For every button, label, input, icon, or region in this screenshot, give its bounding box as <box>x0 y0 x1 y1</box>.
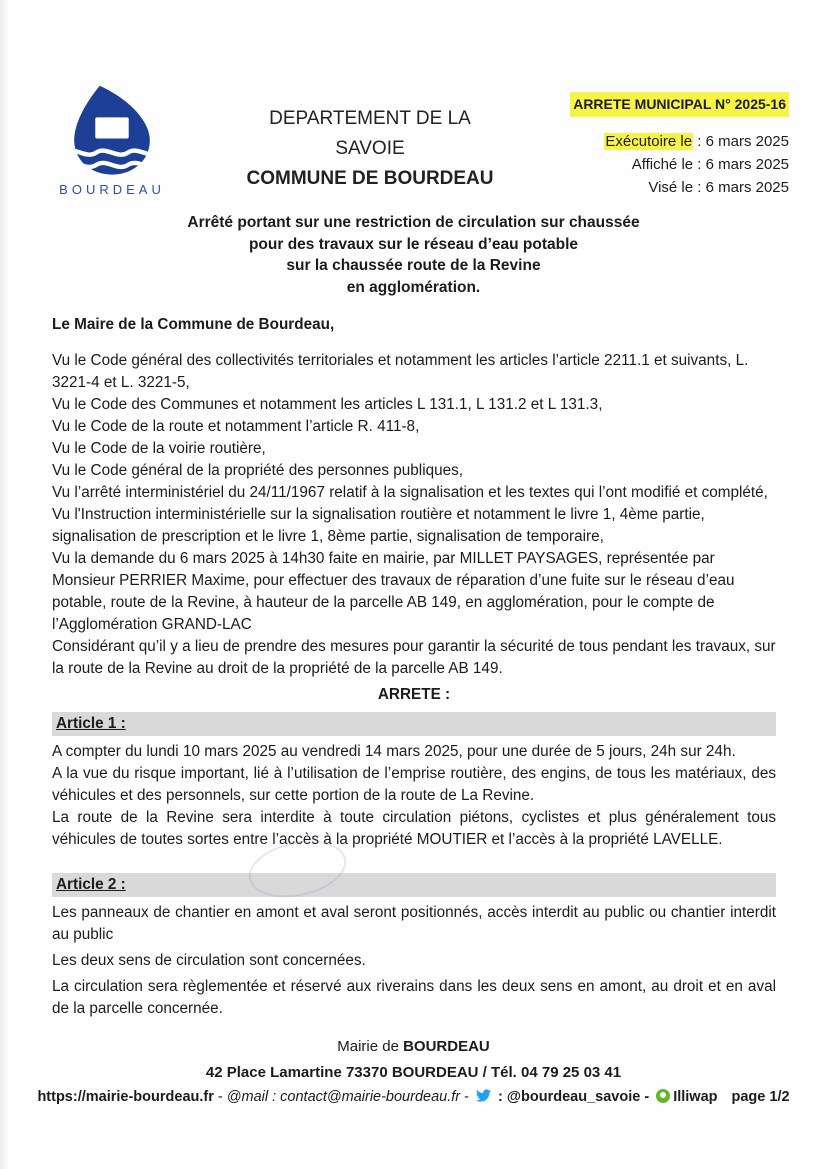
footer-mairie-line <box>0 1038 827 1055</box>
arrete-meta-block <box>570 92 789 199</box>
article-1-heading: Article 1 : <box>56 715 126 732</box>
date-affiche: Affiché le : 6 mars 2025 <box>631 156 789 173</box>
footer-illiwap-label: Illiwap <box>673 1089 718 1105</box>
twitter-icon <box>476 1088 491 1103</box>
footer-separator: - <box>460 1089 473 1105</box>
recital: Vu l’arrêté interministériel du 24/11/1967 relatif à la signalisation et les textes qui l’ont modifié et complété, <box>52 484 768 501</box>
article-1-heading-bar <box>52 712 776 736</box>
recital: Vu le Code des Communes et notamment les articles L 131.1, L 131.2 et L 131.3, <box>52 396 603 413</box>
recital: Vu le Code de la route et notamment l’article R. 411-8, <box>52 418 420 435</box>
recital: Vu le Code de la voirie routière, <box>52 440 266 457</box>
date-executoire <box>570 130 789 153</box>
article-2-heading: Article 2 : <box>56 876 126 893</box>
article-1-paragraph: A la vue du risque important, lié à l’utilisation de l’emprise routière, des engins, de tous les matériaux, des véhicules et des personnels, sur cette portion de la route de La Revine. <box>52 765 776 804</box>
title-line-3: sur la chaussée route de la Revine <box>286 257 541 274</box>
logo-text: BOURDEAU <box>59 182 165 197</box>
department-line-2: SAVOIE <box>335 138 405 159</box>
date-executoire-label: Exécutoire le <box>605 133 693 150</box>
article-2-paragraph: Les deux sens de circulation sont concernées. <box>52 952 366 969</box>
recital: Vu le Code général des collectivités territoriales et notamment les articles l’article 2211.1 et suivants, L. 3221-4 et L. 3221-5, <box>52 352 749 391</box>
article-2-paragraph: La circulation sera règlementée et réservé aux riverains dans les deux sens en amont, au droit et en aval de la parcelle concernée. <box>52 978 776 1017</box>
footer-separator: - <box>213 1089 227 1105</box>
recital: Vu le Code général de la propriété des personnes publiques, <box>52 462 464 479</box>
title-line-2: pour des travaux sur le réseau d’eau potable <box>248 235 579 253</box>
document-body <box>52 314 776 1020</box>
salutation: Le Maire de la Commune de Bourdeau, <box>52 316 335 333</box>
recital-considerant: Considérant qu’il y a lieu de prendre des mesures pour garantir la sécurité de tous pendant les travaux, sur la route de la Revine au droit de la propriété de la parcelle AB 149. <box>52 638 776 677</box>
title-line-1: Arrêté portant sur une restriction de circulation sur chaussée <box>187 214 640 231</box>
mairie-name: BOURDEAU <box>403 1038 490 1055</box>
footer-twitter-handle: @bourdeau_savoie <box>506 1089 641 1105</box>
department-header <box>200 104 540 194</box>
article-1-paragraph: La route de la Revine sera interdite à toute circulation piétons, cyclistes et plus généralement tous véhicules de toutes sortes entre l’accès à la propriété MOUTIER et l’accès à la propriété LAVELLE. <box>52 809 776 848</box>
footer-website: https://mairie-bourdeau.fr <box>37 1089 214 1105</box>
article-2-heading-bar <box>52 873 776 897</box>
commune-line: COMMUNE DE BOURDEAU <box>246 168 494 189</box>
footer-address: 42 Place Lamartine 73370 BOURDEAU / Tél. 04 79 25 03 41 <box>205 1064 622 1081</box>
footer-twitter-colon: : <box>494 1089 507 1105</box>
title-line-4: en agglomération. <box>346 278 481 296</box>
mairie-prefix: Mairie de <box>337 1038 404 1055</box>
department-line-1: DEPARTEMENT DE LA <box>269 108 471 129</box>
date-executoire-value: : 6 mars 2025 <box>693 133 789 150</box>
arrete-number: ARRETE MUNICIPAL N° 2025-16 <box>570 92 789 117</box>
footer-contact-line <box>0 1088 827 1105</box>
recital: Vu l'Instruction interministérielle sur la signalisation routière et notamment le livre 1, 4ème partie, signalisation de prescription et le livre 1, 8ème partie, signalisation de temporaire, <box>52 506 705 545</box>
document-footer <box>0 1038 827 1105</box>
bourdeau-logo <box>58 84 166 197</box>
arrete-heading: ARRETE : <box>377 686 451 703</box>
article-1-paragraph: A compter du lundi 10 mars 2025 au vendredi 14 mars 2025, pour une durée de 5 jours, 24h sur 24h. <box>52 743 736 760</box>
scan-edge-shadow <box>0 0 10 1169</box>
footer-separator: - <box>640 1089 654 1105</box>
document-title <box>0 212 827 298</box>
footer-email: @mail : contact@mairie-bourdeau.fr <box>226 1089 461 1105</box>
water-drop-logo-icon <box>68 84 156 179</box>
footer-page-number: page 1/2 <box>731 1089 790 1105</box>
recital: Vu la demande du 6 mars 2025 à 14h30 faite en mairie, par MILLET PAYSAGES, représentée par Monsieur PERRIER Maxime, pour effectuer des travaux de réparation d’une fuite sur le réseau d’eau potable, route de la Revine, à hauteur de la parcelle AB 149, en agglomération, pour le compte de l’Agglomération GRAND-LAC <box>52 550 735 633</box>
illiwap-icon <box>656 1089 670 1103</box>
date-vise: Visé le : 6 mars 2025 <box>648 179 789 196</box>
article-2-paragraph: Les panneaux de chantier en amont et aval seront positionnés, accès interdit au public ou chantier interdit au public <box>52 904 776 943</box>
